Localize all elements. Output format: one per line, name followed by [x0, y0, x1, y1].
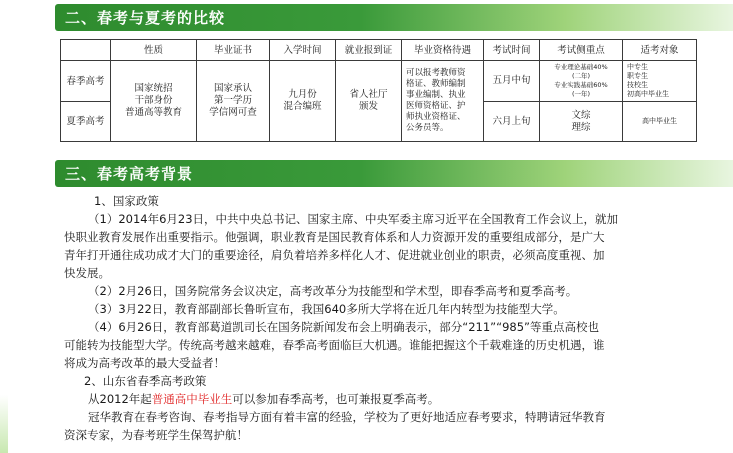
paragraph-line: （1）2014年6月23日，中共中央总书记、国家主席、中央军委主席习近平在全国教育工作会议上，就加: [88, 212, 619, 226]
cell-text: 理综: [571, 121, 591, 133]
table-row-spring: [61, 61, 697, 102]
paragraph-line: 青年打开通往成功成才大门的重要途径，肩负着培养多样化人才、促进就业创业的职责，必须高度重视、加: [64, 248, 605, 262]
cell-text: 干部身份: [134, 95, 173, 106]
cell-text: 第一学历: [213, 95, 252, 106]
cell-text: 医师资格证、护: [406, 101, 466, 111]
highlight-text: 普通高中毕业生: [151, 392, 233, 406]
cell-text: 技校生: [627, 81, 648, 89]
section-title: 三、春考高考背景: [65, 165, 194, 183]
paragraph-line: 可能转为技能型大学。传统高考越来越难，春季高考面临巨大机遇。谁能把握这个千载难逢的历史机遇，谁: [64, 338, 605, 352]
cell-text: 初高中毕业生: [627, 90, 669, 98]
subheading-shandong-policy: 2、山东省春季高考政策: [84, 374, 207, 388]
cell-exam-time-spring: 五月中旬: [484, 61, 540, 102]
cell-text: 可以报考教师资: [406, 68, 466, 78]
paragraph-line: [88, 392, 439, 407]
cell-nature: [111, 61, 197, 142]
cell-text: 国家统招: [134, 83, 173, 94]
cell-text: 师执业资格证、: [406, 112, 466, 122]
header-cell-employment-report: 就业报到证: [336, 40, 402, 61]
paragraph-line: 冠华教育在春考咨询、春考指导方面有着丰富的经验，学校为了更好地适应春考要求，特聘请冠华教育: [88, 410, 606, 424]
cell-benefits: [402, 61, 484, 142]
header-cell-exam-focus: 考试侧重点: [540, 40, 623, 61]
header-cell-target: 适考对象: [623, 40, 697, 61]
cell-text: 学信网可查: [209, 107, 257, 118]
cell-text: 公务员等。: [406, 123, 449, 133]
cell-exam-focus-summer: [540, 102, 623, 142]
cell-exam-focus-spring: [540, 61, 623, 102]
header-cell-enrollment: 入学时间: [270, 40, 336, 61]
cell-text: 省人社厅: [349, 89, 388, 100]
header-cell-nature: 性质: [111, 40, 197, 61]
comparison-table: [60, 39, 697, 142]
paragraph-line: （3）3月22日，教育部副部长鲁昕宣布，我国640多所大学将在近几年内转型为技能型大学。: [88, 302, 565, 316]
cell-text: 专业实践基础60%: [554, 81, 608, 89]
cell-text: 专业理论基础40%: [554, 63, 608, 71]
section-header-comparison: [55, 4, 733, 31]
cell-certificate: [197, 61, 270, 142]
subheading-national-policy: 1、国家政策: [94, 194, 159, 208]
cell-text: 格证、教师编制: [406, 79, 466, 89]
paragraph-line: 资深专家，为春考班学生保驾护航！: [64, 428, 248, 442]
decorative-green-fade: [0, 395, 8, 453]
cell-text: (二年): [571, 72, 591, 80]
cell-exam-time-summer: 六月上旬: [484, 102, 540, 142]
paragraph-line: 快职业教育发展作出重要指示。他强调，职业教育是国民教育体系和人力资源开发的重要组成部分，是广大: [64, 230, 605, 244]
header-cell-exam-time: 考试时间: [484, 40, 540, 61]
text-segment: 从2012年起: [88, 392, 152, 406]
cell-text: 九月份: [288, 89, 317, 100]
paragraph-line: （2）2月26日，国务院常务会议决定，高考改革分为技能型和学术型，即春季高考和夏季高考。: [88, 284, 578, 298]
table-header-row: [61, 40, 697, 61]
cell-employment-report: [336, 61, 402, 142]
section-title: 二、春考与夏考的比较: [65, 9, 226, 27]
cell-text: 中专生: [627, 63, 648, 71]
cell-text: 职专生: [627, 72, 648, 80]
header-cell-certificate: 毕业证书: [197, 40, 270, 61]
header-cell-benefits: 毕业资格待遇: [402, 40, 484, 61]
header-cell-empty: [61, 40, 111, 61]
cell-text: 混合编班: [283, 101, 322, 112]
cell-text: (一年): [571, 90, 591, 98]
cell-text: 事业编制、执业: [406, 90, 466, 100]
paragraph-line: 快发展。: [64, 266, 110, 280]
paragraph-line: 将成为高考改革的最大受益者！: [64, 356, 225, 370]
cell-text: 普通高等教育: [124, 107, 182, 118]
row-label-summer: 夏季高考: [61, 102, 111, 142]
cell-text: 文综: [571, 109, 591, 121]
row-label-spring: 春季高考: [61, 61, 111, 102]
cell-text: 国家承认: [213, 83, 252, 94]
cell-target-summer: 高中毕业生: [623, 102, 697, 142]
text-segment: 可以参加春季高考，也可兼报夏季高考。: [232, 392, 440, 406]
cell-enrollment: [270, 61, 336, 142]
cell-target-spring: [623, 61, 697, 102]
paragraph-line: （4）6月26日，教育部葛道凯司长在国务院新闻发布会上明确表示，部分“211”“985”等重点高校也: [88, 320, 599, 334]
section-header-background: [55, 160, 733, 187]
cell-text: 颁发: [358, 101, 378, 112]
